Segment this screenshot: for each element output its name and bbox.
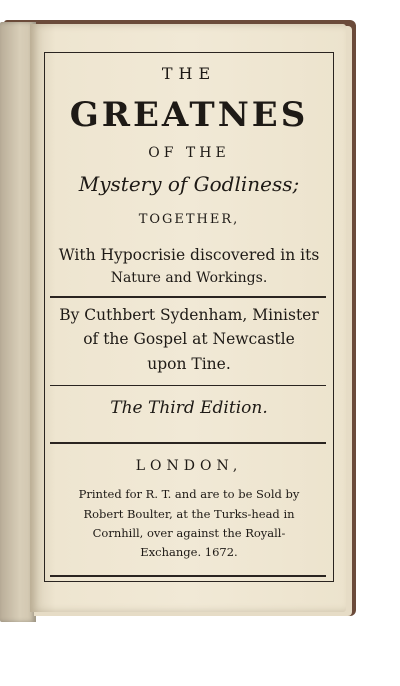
imprint-line-1: Printed for R. T. and are to be Sold by — [78, 487, 300, 501]
author-line-1: By Cuthbert Sydenham, Minister — [59, 306, 319, 324]
imprint-line-4: Exchange. 1672. — [140, 545, 238, 559]
title-line-hypocrisie: With Hypocrisie discovered in its — [58, 246, 320, 264]
title-line-together: TOGETHER, — [138, 212, 240, 227]
imprint-place: LONDON, — [135, 458, 243, 474]
author-line-2: of the Gospel at Newcastle — [83, 330, 295, 348]
divider-rule — [50, 296, 326, 298]
imprint-line-3: Cornhill, over against the Royall- — [92, 526, 286, 540]
imprint-line-2: Robert Boulter, at the Turks-head in — [83, 507, 295, 521]
title-line-mystery: Mystery of Godliness; — [78, 172, 300, 196]
edition-statement: The Third Edition. — [110, 398, 268, 418]
title-line-the: THE — [161, 64, 217, 83]
title-line-greatnes: GREATNES — [69, 95, 309, 135]
divider-rule — [50, 385, 326, 386]
title-line-of-the: OF THE — [148, 145, 230, 161]
title-line-nature: Nature and Workings. — [110, 270, 268, 286]
divider-rule — [50, 575, 326, 577]
author-line-3: upon Tine. — [147, 355, 231, 373]
divider-rule — [50, 442, 326, 444]
